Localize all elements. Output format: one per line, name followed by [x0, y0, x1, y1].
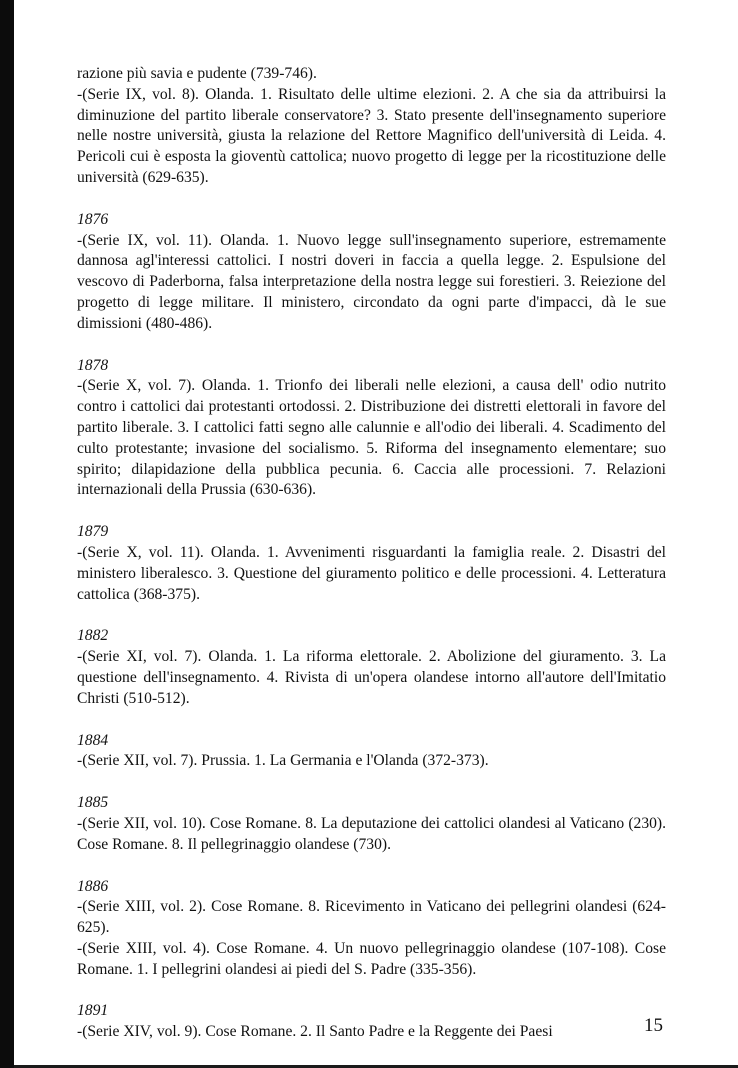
- section-entry: -(Serie XII, vol. 10). Cose Romane. 8. La deputazione dei cattolici olandesi al Vaticano (230). Cose Romane. 8. Il pellegrinaggio olandese (730).: [77, 814, 666, 853]
- section-entry: -(Serie XI, vol. 7). Olanda. 1. La riforma elettorale. 2. Abolizione del giuramento. 3. La questione dell'insegnamento. 4. Rivista di un'opera olandese intorno all'autore dell'Imitatio Christi (510-512).: [77, 648, 666, 707]
- section-1891: [77, 1001, 666, 1043]
- section-year: 1879: [77, 523, 109, 541]
- section-year: 1882: [77, 627, 109, 645]
- document-body: [77, 64, 666, 1043]
- page-number: 15: [644, 1015, 663, 1036]
- section-1878: [77, 356, 666, 502]
- section-year: 1884: [77, 731, 109, 749]
- section-year: 1886: [77, 877, 109, 895]
- section-1884: [77, 731, 666, 773]
- section-entry: -(Serie X, vol. 11). Olanda. 1. Avvenimenti risguardanti la famiglia reale. 2. Disastri del ministero liberalesco. 3. Questione del giuramento politico e delle processioni. 4. Letteratura cattolica (368-375).: [77, 543, 666, 603]
- section-entry: -(Serie X, vol. 7). Olanda. 1. Trionfo dei liberali nelle elezioni, a causa dell' odio nutrito contro i cattolici dai protestanti ortodossi. 2. Distribuzione dei distretti elettorali in favore del partito liberale. 3. I cattolici fatti segno alle calunnie e all'odio dei liberali. 4. Scadimento del culto protestante; invasione del socialismo. 5. Riforma del insegnamento elementare; suo spirito; dilapidazione della pubblica pecunia. 6. Caccia alle processioni. 7. Relazioni internazionali della Prussia (630-636).: [77, 377, 666, 499]
- section-1879: [77, 522, 666, 605]
- section-1882: [77, 626, 666, 709]
- intro-line: razione più savia e pudente (739-746).: [77, 65, 317, 82]
- section-entry: -(Serie IX, vol. 11). Olanda. 1. Nuovo legge sull'insegnamento superiore, estremamente dannosa agl'interessi cattolici. I nostri doveri in faccia a quella legge. 2. Espulsione del vescovo di Paderborna, falsa interpretazione della nostra legge sui forestieri. 3. Reiezione del progetto di legge militare. Il ministero, circondato da ogni parte d'impacci, dà le sue dimissioni (480-486).: [77, 231, 666, 332]
- scan-left-border: [0, 0, 14, 1068]
- section-year: 1878: [77, 356, 109, 374]
- intro-entry: -(Serie IX, vol. 8). Olanda. 1. Risultato delle ultime elezioni. 2. A che sia da attribuirsi la diminuzione del partito liberale conservatore? 3. Stato presente dell'insegnamento superiore nelle nostre università, giusta la relazione del Rettore Magnifico dell'università di Leida. 4. Pericoli cui è esposta la gioventù cattolica; nuovo progetto di legge per la ricostituzione delle università (629-635).: [77, 85, 666, 186]
- section-entry: -(Serie XII, vol. 7). Prussia. 1. La Germania e l'Olanda (372-373).: [77, 752, 489, 770]
- section-1885: [77, 793, 666, 855]
- section-entry: -(Serie XIII, vol. 4). Cose Romane. 4. Un nuovo pellegrinaggio olandese (107-108). Cose Romane. 1. I pellegrini olandesi ai piedi del S. Padre (335-356).: [77, 939, 666, 978]
- section-1876: [77, 210, 666, 335]
- section-year: 1876: [77, 210, 109, 228]
- section-year: 1885: [77, 794, 109, 812]
- section-entry: -(Serie XIII, vol. 2). Cose Romane. 8. Ricevimento in Vaticano dei pellegrini olandesi (624-625).: [77, 898, 666, 937]
- section-1886: [77, 877, 666, 981]
- section-entry: -(Serie XIV, vol. 9). Cose Romane. 2. Il Santo Padre e la Reggente dei Paesi: [77, 1023, 553, 1041]
- section-year: 1891: [77, 1002, 109, 1020]
